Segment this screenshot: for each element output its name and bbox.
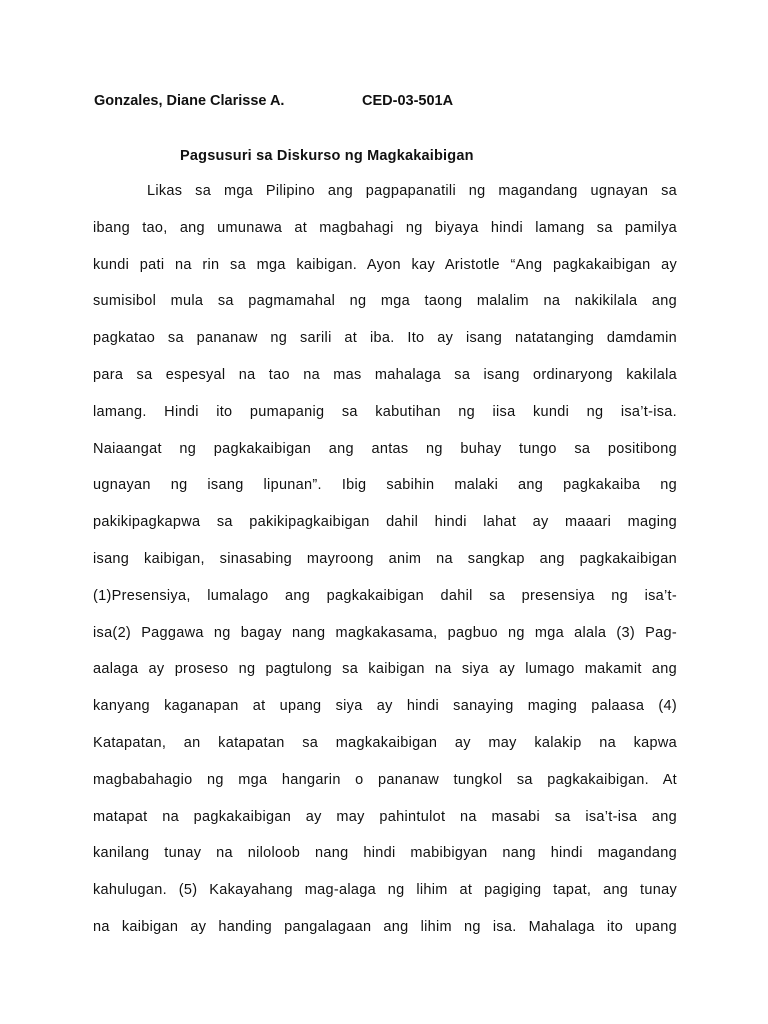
body-line: isa(2) Paggawa ng bagay nang magkakasama, pagbuo ng mga alala (3) Pag- <box>93 624 677 641</box>
document-body <box>93 173 677 946</box>
body-line: kanilang tunay na niloloob nang hindi mabibigyan nang hindi magandang <box>93 845 677 862</box>
body-line: isang kaibigan, sinasabing mayroong anim na sangkap ang pagkakaibigan <box>93 550 677 567</box>
body-line: kahulugan. (5) Kakayahang mag-alaga ng lihim at pagiging tapat, ang tunay <box>93 882 677 899</box>
body-line: Naiaangat ng pagkakaibigan ang antas ng buhay tungo sa positibong <box>93 440 677 457</box>
body-line: sumisibol mula sa pagmamahal ng mga taong malalim na nakikilala ang <box>93 293 677 310</box>
body-line: kundi pati na rin sa mga kaibigan. Ayon kay Aristotle “Ang pagkakaibigan ay <box>93 256 677 273</box>
body-line: ugnayan ng isang lipunan”. Ibig sabihin malaki ang pagkakaiba ng <box>93 477 677 494</box>
body-line: kanyang kaganapan at upang siya ay hindi sanaying maging palaasa (4) <box>93 698 677 715</box>
body-line: pakikipagkapwa sa pakikipagkaibigan dahil hindi lahat ay maaari maging <box>93 514 677 531</box>
body-line: matapat na pagkakaibigan ay may pahintulot na masabi sa isa’t-isa ang <box>93 808 677 825</box>
body-line: Likas sa mga Pilipino ang pagpapanatili ng magandang ugnayan sa <box>147 183 677 199</box>
body-line: (1)Presensiya, lumalago ang pagkakaibigan dahil sa presensiya ng isa’t- <box>93 587 677 604</box>
body-line: para sa espesyal na tao na mas mahalaga sa isang ordinaryong kakilala <box>93 366 677 383</box>
body-line: na kaibigan ay handing pangalagaan ang lihim ng isa. Mahalaga ito upang <box>93 918 677 935</box>
section-code: CED-03-501A <box>362 93 454 109</box>
body-line: Katapatan, an katapatan sa magkakaibigan ay may kalakip na kapwa <box>93 734 677 751</box>
body-line: lamang. Hindi ito pumapanig sa kabutihan ng iisa kundi ng isa’t-isa. <box>93 403 677 420</box>
body-line: aalaga ay proseso ng pagtulong sa kaibigan na siya ay lumago makamit ang <box>93 661 677 678</box>
document-title: Pagsusuri sa Diskurso ng Magkakaibigan <box>180 148 474 164</box>
body-line: magbabahagio ng mga hangarin o pananaw tungkol sa pagkakaibigan. At <box>93 771 677 788</box>
body-line: pagkatao sa pananaw ng sarili at iba. Ito ay isang natatanging damdamin <box>93 330 677 347</box>
body-line: ibang tao, ang umunawa at magbahagi ng biyaya hindi lamang sa pamilya <box>93 219 677 236</box>
author-name: Gonzales, Diane Clarisse A. <box>94 93 285 109</box>
